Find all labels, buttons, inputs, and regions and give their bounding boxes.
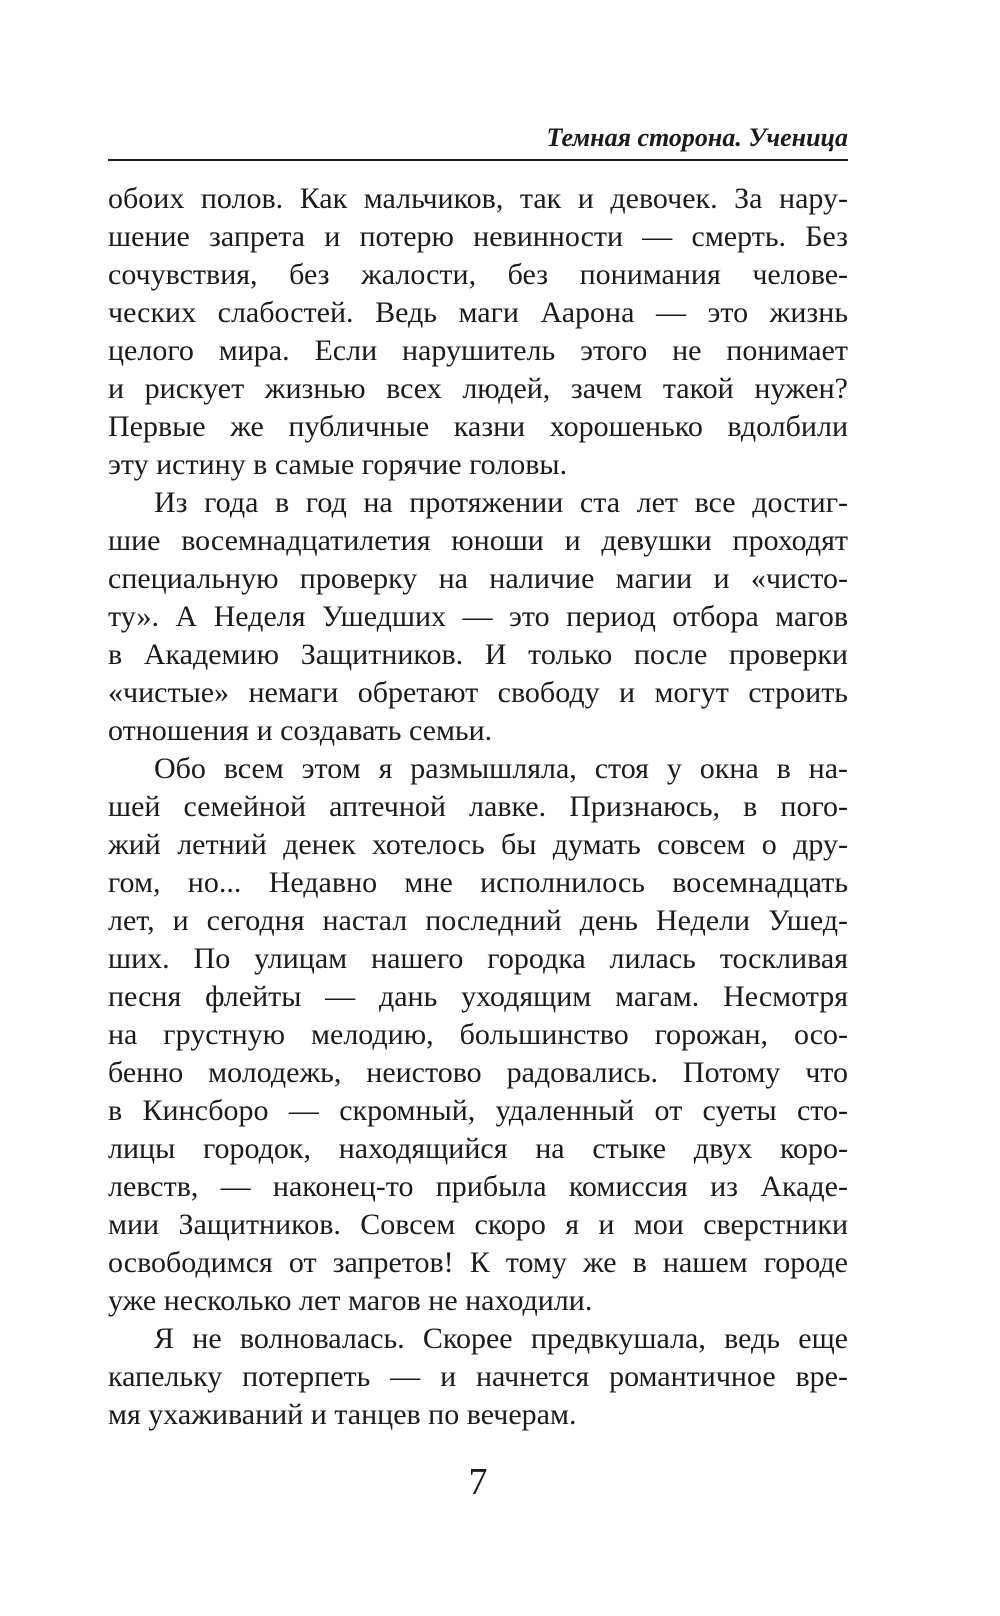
text-line: лет, и сегодня настал последний день Недели Ушед- bbox=[108, 904, 848, 937]
text-line: в Кинсборо — скромный, удаленный от суеты сто- bbox=[108, 1094, 848, 1127]
text-line: шие восемнадцатилетия юноши и девушки проходят bbox=[108, 524, 848, 557]
text-line: уже несколько лет магов не находили. bbox=[108, 1284, 593, 1317]
text-line: жий летний денек хотелось бы думать совсем о дру- bbox=[108, 828, 848, 861]
text-line: гом, но... Недавно мне исполнилось восемнадцать bbox=[108, 866, 848, 899]
text-line: и рискует жизнью всех людей, зачем такой нужен? bbox=[108, 372, 848, 405]
text-line: песня флейты — дань уходящим магам. Несмотря bbox=[108, 980, 848, 1013]
text-line: левств, — наконец-то прибыла комиссия из Акаде- bbox=[108, 1170, 848, 1203]
text-line: освободимся от запретов! К тому же в нашем городе bbox=[108, 1246, 848, 1279]
text-line: мя ухаживаний и танцев по вечерам. bbox=[108, 1398, 577, 1431]
text-line: отношения и создавать семьи. bbox=[108, 714, 493, 747]
text-line: Обо всем этом я размышляла, стоя у окна в на- bbox=[154, 752, 848, 785]
text-line: сочувствия, без жалости, без понимания челове- bbox=[108, 258, 848, 291]
header-rule bbox=[108, 159, 848, 161]
text-line: в Академию Защитников. И только после проверки bbox=[108, 638, 848, 671]
text-line: шение запрета и потерю невинности — смерть. Без bbox=[108, 220, 848, 253]
page-number: 7 bbox=[468, 1461, 488, 1503]
text-line: на грустную мелодию, большинство горожан, осо- bbox=[108, 1018, 848, 1051]
body-text bbox=[108, 180, 848, 1434]
text-line: лицы городок, находящийся на стыке двух коро- bbox=[108, 1132, 848, 1165]
text-line: обоих полов. Как мальчиков, так и девочек. За нару- bbox=[108, 182, 848, 215]
text-line: целого мира. Если нарушитель этого не понимает bbox=[108, 334, 848, 367]
text-line: Я не волновалась. Скорее предвкушала, ведь еще bbox=[154, 1322, 848, 1355]
text-line: бенно молодежь, неистово радовались. Потому что bbox=[108, 1056, 848, 1089]
text-line: шей семейной аптечной лавке. Признаюсь, в пого- bbox=[108, 790, 848, 823]
text-line: «чистые» немаги обретают свободу и могут строить bbox=[108, 676, 848, 709]
text-line: ческих слабостей. Ведь маги Аарона — это жизнь bbox=[108, 296, 848, 329]
text-line: ту». А Неделя Ушедших — это период отбора магов bbox=[108, 600, 848, 633]
text-line: ших. По улицам нашего городка лилась тоскливая bbox=[108, 942, 848, 975]
text-line: специальную проверку на наличие магии и «чисто- bbox=[108, 562, 848, 595]
text-line: капельку потерпеть — и начнется романтичное вре- bbox=[108, 1360, 848, 1393]
text-line: эту истину в самые горячие головы. bbox=[108, 448, 568, 481]
text-line: мии Защитников. Совсем скоро я и мои сверстники bbox=[108, 1208, 848, 1241]
text-line: Первые же публичные казни хорошенько вдолбили bbox=[108, 410, 848, 443]
text-line: Из года в год на протяжении ста лет все достиг- bbox=[154, 486, 848, 519]
running-header-title: Темная сторона. Ученица bbox=[546, 123, 848, 152]
